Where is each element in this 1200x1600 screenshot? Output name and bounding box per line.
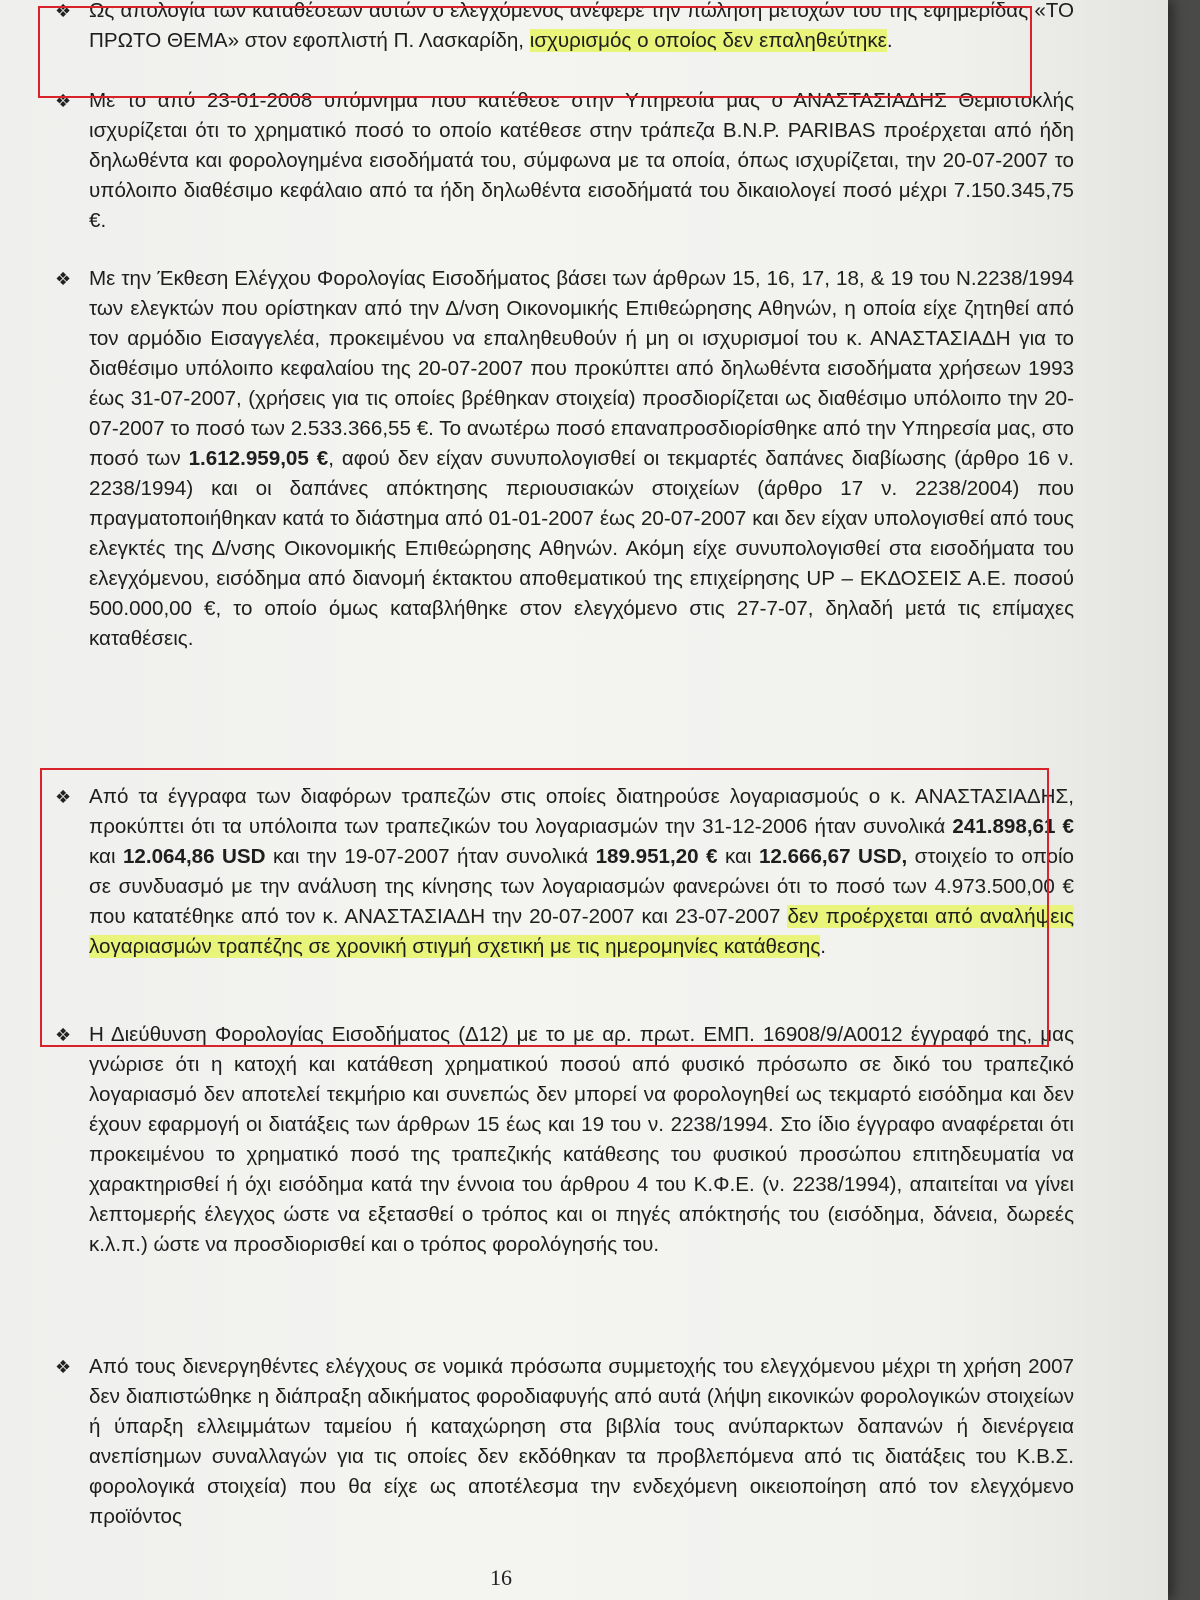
bullet-item <box>55 1020 1074 1260</box>
paragraph <box>89 1020 1074 1260</box>
bullet-icon: ❖ <box>55 1 72 21</box>
text-run: . <box>886 29 893 52</box>
text-run: Με την Έκθεση Ελέγχου Φορολογίας Εισοδήματος βάσει των άρθρων 15, 16, 17, 18, & 19 του Ν.2238/1994 των ελεγκτών που ορίστηκαν από την Δ/νση Οικονομικής Επιθεώρησης Αθηνών, η οποία είχε ζητηθεί από τον αρμόδιο Εισαγγελέα, προκειμένου να επαληθευθούν ή μη οι ισχυρισμοί του κ. ΑΝΑΣΤΑΣΙΑΔΗ για το διαθέσιμο υπόλοιπο κεφαλαίου της 20-07-2007 που προκύπτει από δηλωθέντα εισοδήματα χρήσεων 1993 έως 31-07-2007, (χρήσεις για τις οποίες βρέθηκαν στοιχεία) προσδιορίζεται ως διαθέσιμο υπόλοιπο την 20-07-2007 το ποσό των 2.533.366,55 €. Το ανωτέρω ποσό επαναπροσδιορίσθηκε από την Υπηρεσία μας, στο ποσό των <box>89 267 1074 470</box>
page-number: 16 <box>490 1565 512 1590</box>
annotation-box-middle <box>40 768 1049 1047</box>
text-run: . <box>820 935 827 958</box>
text-run: και <box>717 845 759 868</box>
bold-amount: 12.064,86 USD <box>122 845 266 868</box>
highlighted-text: ισχυρισμός ο οποίος δεν επαληθεύτηκε <box>529 29 887 52</box>
bullet-item <box>55 1352 1074 1532</box>
bullet-item <box>55 86 1074 236</box>
text-run: και την 19-07-2007 ήταν συνολικά <box>265 845 596 868</box>
paragraph <box>89 1352 1074 1532</box>
bold-amount: 1.612.959,05 € <box>188 447 329 470</box>
text-run: Ως απολογία των καταθέσεων αυτών ο ελεγχόμενος ανέφερε την πώληση μετοχών του της εφημερίδας «ΤΟ ΠΡΩΤΟ ΘΕΜΑ» στον εφοπλιστή Π. Λασκαρίδη, <box>89 0 1074 52</box>
text-run: , αφού δεν είχαν συνυπολογισθεί οι τεκμαρτές δαπάνες διαβίωσης (άρθρο 16 ν. 2238/1994) και οι δαπάνες απόκτησης περιουσιακών στοιχείων (άρθρο 17 ν. 2238/2004) που πραγματοποιήθηκαν κατά το διάστημα από 01-01-2007 έως 20-07-2007 και δεν είχαν υπολογισθεί από τους ελεγκτές της Δ/νσης Οικονομικής Επιθεώρησης Αθηνών. Ακόμη είχε συνυπολογισθεί στα εισοδήματα του ελεγχόμενου, εισόδημα από διανομή έκτακτου αποθεματικού της επιχείρησης UP – ΕΚΔΟΣΕΙΣ Α.Ε. ποσού 500.000,00 €, το οποίο όμως καταβλήθηκε στον ελεγχόμενο στις 27-7-07, δηλαδή μετά τις επίμαχες καταθέσεις. <box>89 447 1074 650</box>
highlighted-text: δεν προέρχεται από αναλήψεις λογαριασμών τραπέζης σε χρονική στιγμή σχετική με τις ημερομηνίες κατάθεσης <box>89 905 1074 958</box>
bullet-item <box>55 264 1074 654</box>
bullet-icon: ❖ <box>55 1357 72 1377</box>
bullet-icon: ❖ <box>55 269 72 289</box>
bullet-icon: ❖ <box>55 91 72 111</box>
text-run: Από τα έγγραφα των διαφόρων τραπεζών στις οποίες διατηρούσε λογαριασμούς ο κ. ΑΝΑΣΤΑΣΙΑΔΗΣ, προκύπτει ότι τα υπόλοιπα των τραπεζικών του λογαριασμών την 31-12-2006 ήταν συνολικά <box>89 785 1074 838</box>
bullet-icon: ❖ <box>55 1025 72 1045</box>
bold-amount: 241.898,61 € <box>952 815 1075 838</box>
paragraph <box>89 86 1074 236</box>
text-run: Με το από 23-01-2008 υπόμνημα που κατέθεσε στην Υπηρεσία μας ο ΑΝΑΣΤΑΣΙΑΔΗΣ Θεμιστοκλής ισχυρίζεται ότι το χρηματικό ποσό το οποίο κατέθεσε στην τράπεζα B.N.P. PARIBAS προέρχεται από ήδη δηλωθέντα και φορολογημένα εισοδήματά του, σύμφωνα με τα οποία, όπως ισχυρίζεται, την 20-07-2007 το υπόλοιπο διαθέσιμο κεφάλαιο από τα ήδη δηλωθέντα εισοδήματά του δικαιολογεί ποσό μέχρι 7.150.345,75 €. <box>89 89 1074 232</box>
text-run: στοιχείο το οποίο σε συνδυασμό με την ανάλυση της κίνησης των λογαριασμών φανερώνει ότι το ποσό των 4.973.500,00 € που κατατέθηκε από τον κ. ΑΝΑΣΤΑΣΙΑΔΗ την 20-07-2007 και 23-07-2007 <box>89 845 1074 928</box>
bold-amount: 189.951,20 € <box>595 845 718 868</box>
text-run: και <box>89 845 123 868</box>
text-run: Από τους διενεργηθέντες ελέγχους σε νομικά πρόσωπα συμμετοχής του ελεγχόμενου μέχρι τη χρήση 2007 δεν διαπιστώθηκε η διάπραξη αδικήματος φοροδιαφυγής από αυτά (λήψη εικονικών φορολογικών στοιχείων ή ύπαρξη ελλειμμάτων ταμείου ή καταχώρηση στα βιβλία τους ανύπαρκτων δαπανών ή διενέργεια ανεπίσημων συναλλαγών για τις οποίες δεν εκδόθηκαν τα προβλεπόμενα από τις διατάξεις του Κ.Β.Σ. φορολογικά στοιχεία) που θα είχε ως αποτέλεσμα την ενδεχόμενη οικειοποίηση από τον ελεγχόμενο προϊόντος <box>89 1355 1074 1528</box>
annotation-box-top <box>38 6 1032 98</box>
text-run: Η Διεύθυνση Φορολογίας Εισοδήματος (Δ12) με το με αρ. πρωτ. ΕΜΠ. 16908/9/Α0012 έγγραφό της, μας γνώρισε ότι η κατοχή και κατάθεση χρηματικού ποσού από φυσικό πρόσωπο σε δικό του τραπεζικό λογαριασμό δεν αποτελεί τεκμήριο και συνεπώς δεν μπορεί να φορολογηθεί ως τεκμαρτό εισόδημα και δεν έχουν εφαρμογή οι διατάξεις των άρθρων 15 έως και 19 του ν. 2238/1994. Στο ίδιο έγγραφο αναφέρεται ότι προκειμένου το χρηματικό ποσό της τραπεζικής κατάθεσης του φυσικού προσώπου επιτηδευματία να χαρακτηρισθεί ή όχι εισόδημα κατά την έννοια του άρθρου 4 του Κ.Φ.Ε. (ν. 2238/1994), απαιτείται να γίνει λεπτομερής έλεγχος ώστε να εξετασθεί ο τρόπος και οι πηγές απόκτησής του (εισόδημα, δάνεια, δωρεές κ.λ.π.) ώστε να προσδιορισθεί και ο τρόπος φορολόγησής του. <box>89 1023 1074 1256</box>
bold-amount: 12.666,67 USD, <box>758 845 908 868</box>
paragraph <box>89 264 1074 654</box>
bullet-icon: ❖ <box>55 787 72 807</box>
